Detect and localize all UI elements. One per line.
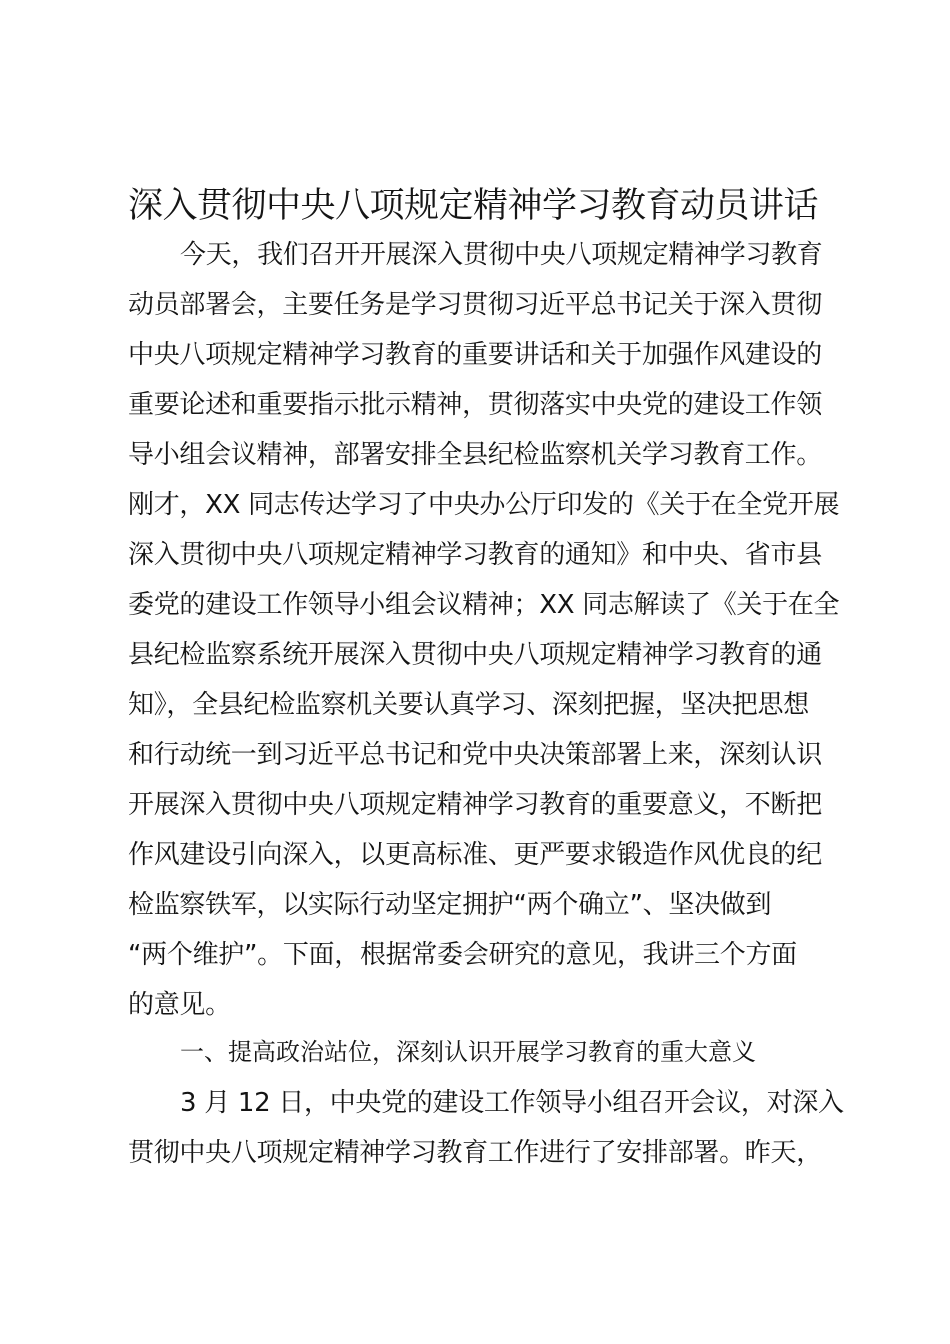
paragraph-line: 贯彻中央八项规定精神学习教育工作进行了安排部署。昨天，	[128, 1138, 822, 1168]
document-title: 深入贯彻中央八项规定精神学习教育动员讲话	[128, 186, 819, 226]
paragraph-line: 3 月 12 日，中央党的建设工作领导小组召开会议，对深入	[180, 1088, 844, 1118]
paragraph-line: 委党的建设工作领导小组会议精神；XX 同志解读了《关于在全	[128, 590, 840, 620]
paragraph-opening	[128, 230, 840, 1030]
paragraph-line: 开展深入贯彻中央八项规定精神学习教育的重要意义，不断把	[128, 790, 822, 820]
paragraph-line: 和行动统一到习近平总书记和党中央决策部署上来，深刻认识	[128, 740, 822, 770]
paragraph-line: 今天，我们召开开展深入贯彻中央八项规定精神学习教育	[180, 240, 823, 270]
paragraph-line: 作风建设引向深入，以更高标准、更严要求锻造作风优良的纪	[128, 840, 822, 870]
paragraph-line: 导小组会议精神，部署安排全县纪检监察机关学习教育工作。	[128, 440, 822, 470]
paragraph-line: 知》，全县纪检监察机关要认真学习、深刻把握，坚决把思想	[128, 690, 809, 720]
section-heading: 一、提高政治站位，深刻认识开展学习教育的重大意义	[180, 1038, 756, 1066]
paragraph-section-one	[128, 1078, 844, 1178]
paragraph-line: 刚才，XX 同志传达学习了中央办公厅印发的《关于在全党开展	[128, 490, 840, 520]
paragraph-line: “两个维护”。下面，根据常委会研究的意见，我讲三个方面	[128, 940, 797, 970]
paragraph-line: 县纪检监察系统开展深入贯彻中央八项规定精神学习教育的通	[128, 640, 822, 670]
paragraph-line: 的意见。	[128, 990, 231, 1020]
paragraph-line: 动员部署会，主要任务是学习贯彻习近平总书记关于深入贯彻	[128, 290, 822, 320]
paragraph-line: 中央八项规定精神学习教育的重要讲话和关于加强作风建设的	[128, 340, 822, 370]
paragraph-line: 检监察铁军，以实际行动坚定拥护“两个确立”、坚决做到	[128, 890, 772, 920]
paragraph-line: 重要论述和重要指示批示精神，贯彻落实中央党的建设工作领	[128, 390, 822, 420]
paragraph-line: 深入贯彻中央八项规定精神学习教育的通知》和中央、省市县	[128, 540, 822, 570]
